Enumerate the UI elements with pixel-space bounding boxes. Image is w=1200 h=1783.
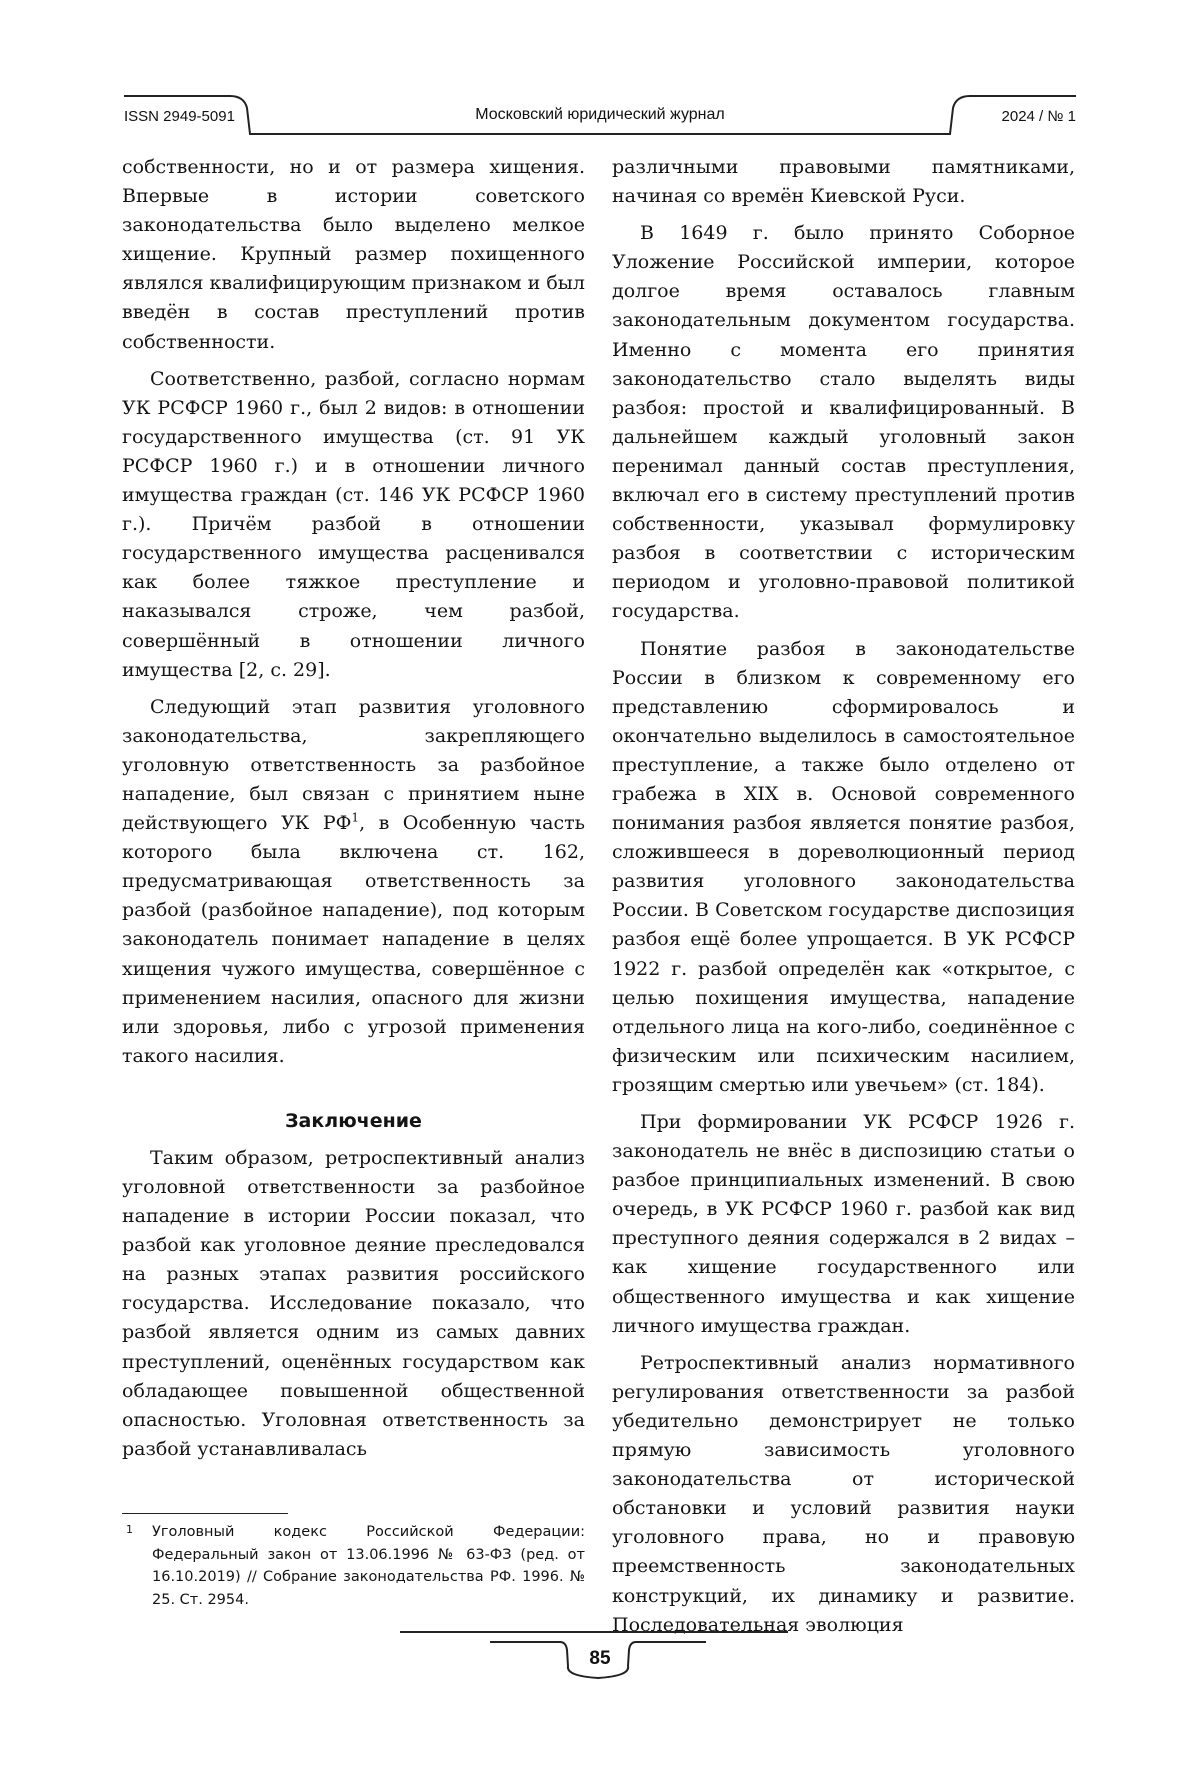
header-rule-frame xyxy=(0,0,1200,150)
paragraph: Соответственно, разбой, согласно нормам УК РСФСР 1960 г., был 2 видов: в отношении государственного имущества (ст. 91 УК РСФСР 1960 г.) и в отношении личного имущества граждан (ст. 146 УК РСФСР 1960 г.). Причём разбой в отношении государственного имущества расценивался как более тяжкое преступление и наказывался строже, чем разбой, совершённый в отношении личного имущества [2, с. 29]. xyxy=(122,367,585,681)
journal-title: Московский юридический журнал xyxy=(475,106,725,123)
section-heading: Заключение xyxy=(285,1109,422,1132)
footnote-separator xyxy=(122,1513,288,1514)
right-column xyxy=(612,153,1075,1640)
footnote xyxy=(122,1521,585,1611)
footnote-mark: 1 xyxy=(126,1523,133,1536)
paragraph: различными правовыми памятниками, начиная со времён Киевской Руси. xyxy=(612,156,1075,208)
page-footer xyxy=(0,1620,1200,1700)
left-column xyxy=(122,153,585,1464)
paragraph-text: , в Особенную часть которого была включена ст. 162, предусматривающая ответственность за разбой (разбойное нападение), под которым законодатель понимает нападение в целях хищения чужого имущества, совершённое с применением насилия, опасного для жизни или здоровья, либо с угрозой применения такого насилия. xyxy=(122,812,585,1067)
page-number: 85 xyxy=(589,1648,611,1669)
journal-issn: ISSN 2949-5091 xyxy=(124,108,235,125)
paragraph: Ретроспективный анализ нормативного регулирования ответственности за разбой убедительно демонстрирует не только прямую зависимость уголовного законодательства от исторической обстановки и условий развития науки уголовного права, но и правовую преемственность законодательных конструкций, их динамику и развитие. Последовательная эволюция xyxy=(612,1351,1075,1636)
paragraph: При формировании УК РСФСР 1926 г. законодатель не внёс в диспозицию статьи о разбое принципиальных изменений. В свою очередь, в УК РСФСР 1960 г. разбой как вид преступного деяния содержался в 2 видах – как хищение государственного или общественного имущества и как хищение личного имущества граждан. xyxy=(612,1111,1075,1337)
paragraph xyxy=(122,693,585,1071)
paragraph-text: Следующий этап развития уголовного законодательства, закрепляющего уголовную ответственность за разбойное нападение, был связан с принятием ныне действующего УК РФ xyxy=(122,695,585,835)
paragraph: Таким образом, ретроспективный анализ уголовной ответственности за разбойное нападение в истории России показал, что разбой как уголовное деяние преследовался на разных этапах развития российского государства. Исследование показало, что разбой является одним из самых давних преступлений, оценённых государством как обладающее повышенной общественной опасностью. Уголовная ответственность за разбой устанавливалась xyxy=(122,1146,585,1460)
footnote-reference[interactable]: 1 xyxy=(351,810,360,825)
paragraph: В 1649 г. было принято Соборное Уложение Российской империи, которое долгое время оставалось главным законодательным документом государства. Именно с момента его принятия законодательство стало выделять виды разбоя: простой и квалифицированный. В дальнейшем каждый уголовный закон перенимал данный состав преступления, включал его в систему преступлений против собственности, указывал формулировку разбоя в соответствии с историческим периодом и уголовно-правовой политикой государства. xyxy=(612,222,1075,623)
footnote-text: Уголовный кодекс Российской Федерации: Федеральный закон от 13.06.1996 № 63-ФЗ (ред. от 16.10.2019) // Собрание законодательства РФ. 1996. № 25. Ст. 2954. xyxy=(152,1524,585,1608)
paragraph: Понятие разбоя в законодательстве России в близком к современному его представлению сформировалось и окончательно выделилось в самостоятельное преступление, а также было отделено от грабежа в XIX в. Основой современного понимания разбоя является понятие разбоя, сложившееся в дореволюционный период развития уголовного законодательства России. В Советском государстве диспозиция разбоя ещё более упрощается. В УК РСФСР 1922 г. разбой определён как «открытое, с целью похищения имущества, нападение отдельного лица на кого-либо, соединённое с физическим или психическим насилием, грозящим смертью или увечьем» (ст. 184). xyxy=(612,637,1075,1096)
journal-issue: 2024 / № 1 xyxy=(1001,108,1076,125)
paragraph: собственности, но и от размера хищения. Впервые в истории советского законодательства было выделено мелкое хищение. Крупный размер похищенного являлся квалифицирующим признаком и был введён в состав преступлений против собственности. xyxy=(122,156,585,353)
page-header xyxy=(0,0,1200,150)
